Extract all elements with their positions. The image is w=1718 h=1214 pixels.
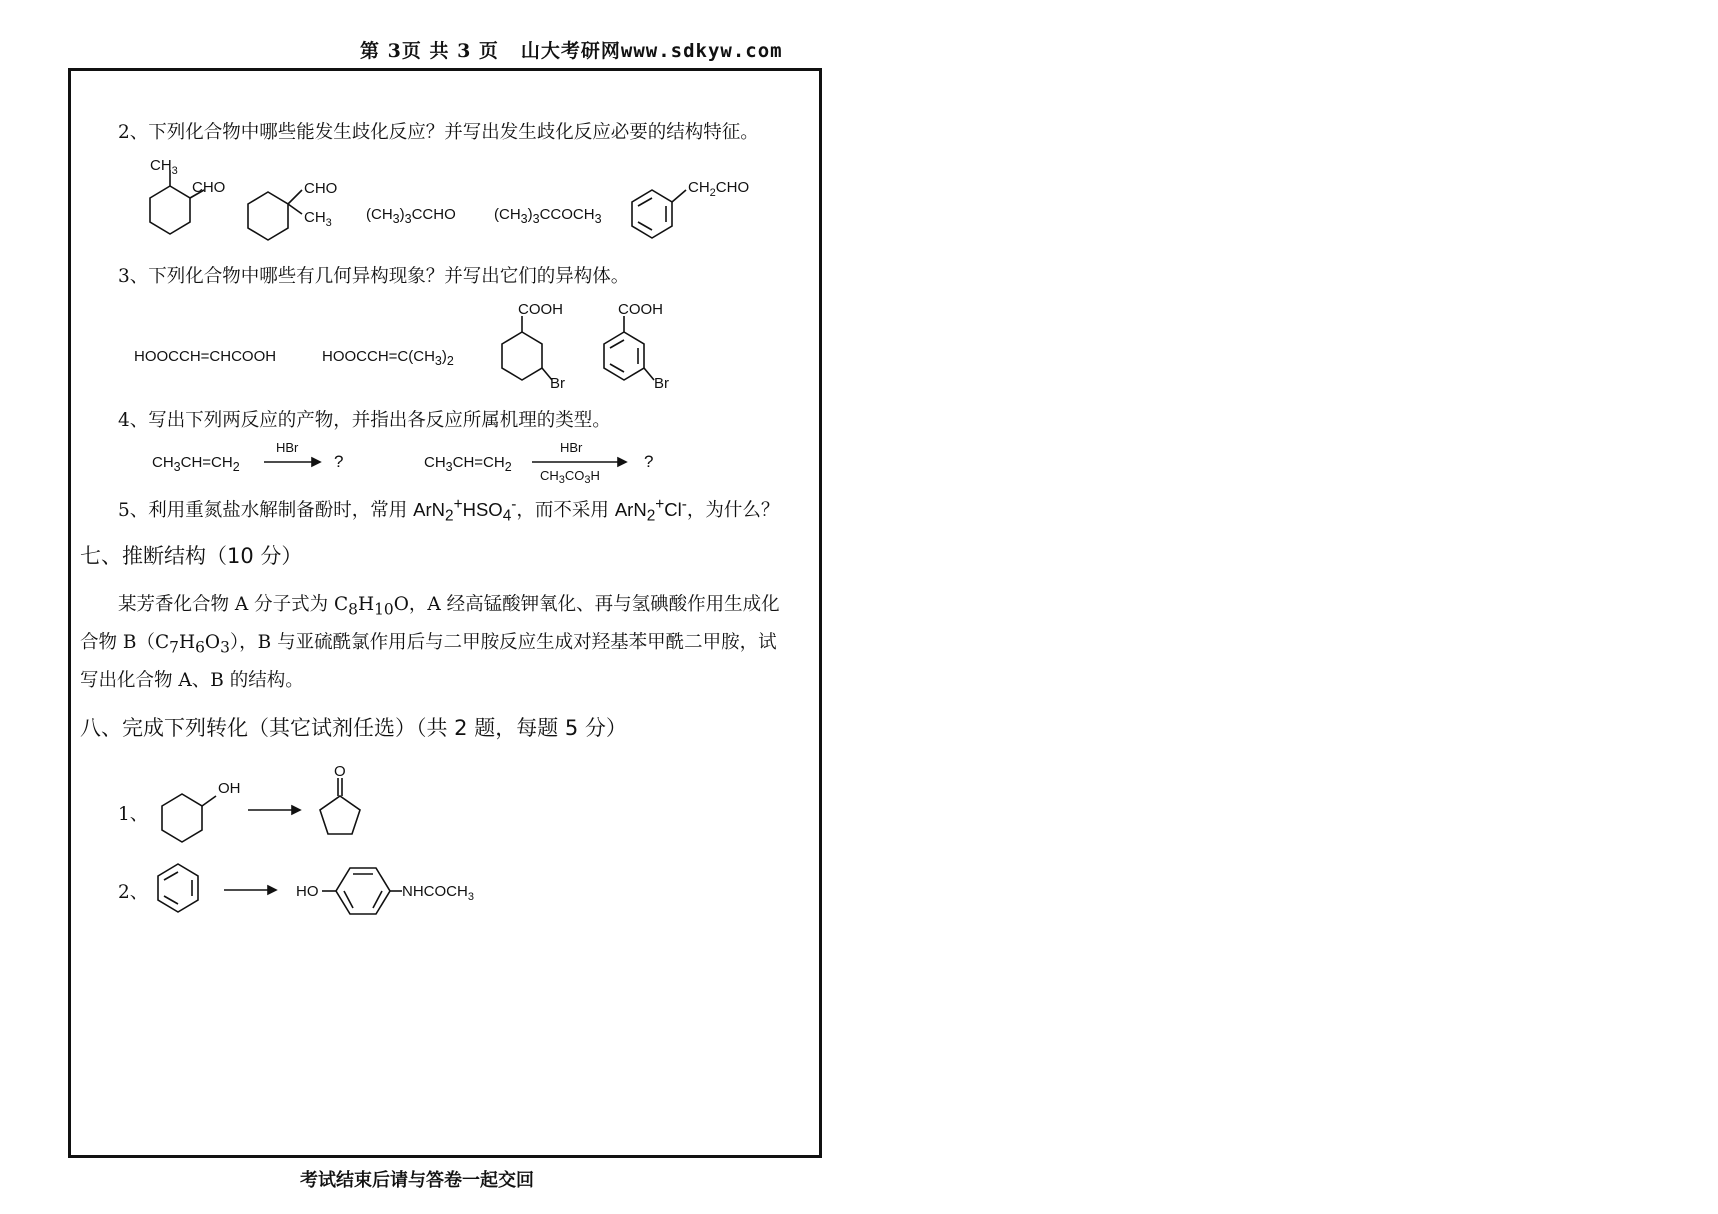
transform-2-arrow [222, 880, 282, 900]
q3-compound-3 [496, 300, 586, 400]
section-8-title: 八、完成下列转化（其它试剂任选）（共 2 题，每题 5 分） [80, 716, 627, 740]
transform-1-reactant [160, 776, 260, 856]
section-7-line-1: 某芳香化合物 A 分子式为 $C_8H_{10}O$，A 经高锰酸钾氧化、再与氢碘酸作用生成化 [118, 594, 780, 619]
section-7-title: 七、推断结构（10 分） [80, 544, 303, 568]
cyclopentanone-ring [320, 796, 360, 834]
transform-1-number: 1、 [118, 804, 149, 825]
reaction-2-reactant: $CH_3CH=CH_2$ [424, 454, 512, 474]
cho-label: CHO [192, 179, 226, 196]
question-4: 4、写出下列两反应的产物，并指出各反应所属机理的类型。 [118, 410, 611, 431]
cyclohexanol-ring [162, 794, 202, 842]
reaction-2-product: ? [644, 452, 654, 471]
q2-compound-4: $(CH_3)_3CCOCH_3$ [494, 206, 602, 226]
methyl-label: $CH_3$ [304, 209, 332, 229]
reaction-1-arrow [262, 440, 322, 470]
transform-1-arrow [246, 800, 306, 820]
q2-compound-1 [130, 157, 240, 240]
section-7-line-3: 写出化合物 A、B 的结构。 [80, 670, 304, 691]
reagent-label: HBr [276, 440, 299, 455]
q2-compound-3: $(CH_3)_3CCHO$ [366, 206, 456, 226]
ho-label: HO [296, 883, 319, 900]
page-header [360, 36, 783, 63]
transform-2-product [296, 862, 496, 922]
oh-label: OH [218, 780, 241, 797]
section-7-line-2: 合物 $B(C_7H_6O_3)$，B 与亚硫酰氯作用后与二甲胺反应生成对羟基苯甲酰二甲胺，试 [80, 632, 777, 657]
q2-compound-2 [246, 170, 346, 250]
q3-compound-1: HOOCCH=CHCOOH [134, 348, 277, 365]
cyclohexane-ring [150, 186, 190, 234]
reaction-1-reactant: $CH_3CH=CH_2$ [152, 454, 240, 474]
nhcoch3-label: $NHCOCH_3$ [402, 883, 474, 903]
carbonyl-o-label: O [334, 763, 346, 780]
question-5: 5、利用重氮盐水解制备酚时，常用 $ArN_2^+HSO_4^-$，而不采用 ArN$_2$+Cl-，为什么？ [118, 496, 780, 525]
q2-compound-5 [628, 170, 758, 250]
reagent-top-label: HBr [560, 440, 583, 455]
cooh-label: COOH [618, 301, 663, 318]
ch2cho-label: $CH_2CHO$ [688, 179, 750, 199]
transform-1-product [316, 764, 376, 844]
cho-label: CHO [304, 180, 338, 197]
reaction-1-product: ? [334, 452, 344, 471]
reagent-bottom-label: $CH_3CO_3H$ [540, 468, 600, 486]
q3-compound-4 [598, 300, 688, 400]
br-label: Br [550, 375, 565, 392]
site-name: 山大考研网www.sdkyw.com [520, 40, 783, 62]
cooh-label: COOH [518, 301, 563, 318]
methyl-label: $CH_3$ [150, 157, 178, 177]
question-2: 2、下列化合物中哪些能发生歧化反应？并写出发生歧化反应必要的结构特征。 [118, 122, 759, 143]
transform-2-reactant [154, 860, 204, 920]
reaction-2-arrow [530, 440, 630, 488]
footer-note: 考试结束后请与答卷一起交回 [300, 1170, 534, 1191]
q3-compound-2: $HOOCCH=C(CH_3)_2$ [322, 348, 454, 368]
cyclohexane-ring [502, 332, 542, 380]
br-label: Br [654, 375, 669, 392]
transform-2-number: 2、 [118, 882, 149, 903]
page-number: 第 3页 共 3 页 [360, 40, 499, 62]
question-3: 3、下列化合物中哪些有几何异构现象？并写出它们的异构体。 [118, 266, 630, 287]
cyclohexane-ring [248, 192, 288, 240]
